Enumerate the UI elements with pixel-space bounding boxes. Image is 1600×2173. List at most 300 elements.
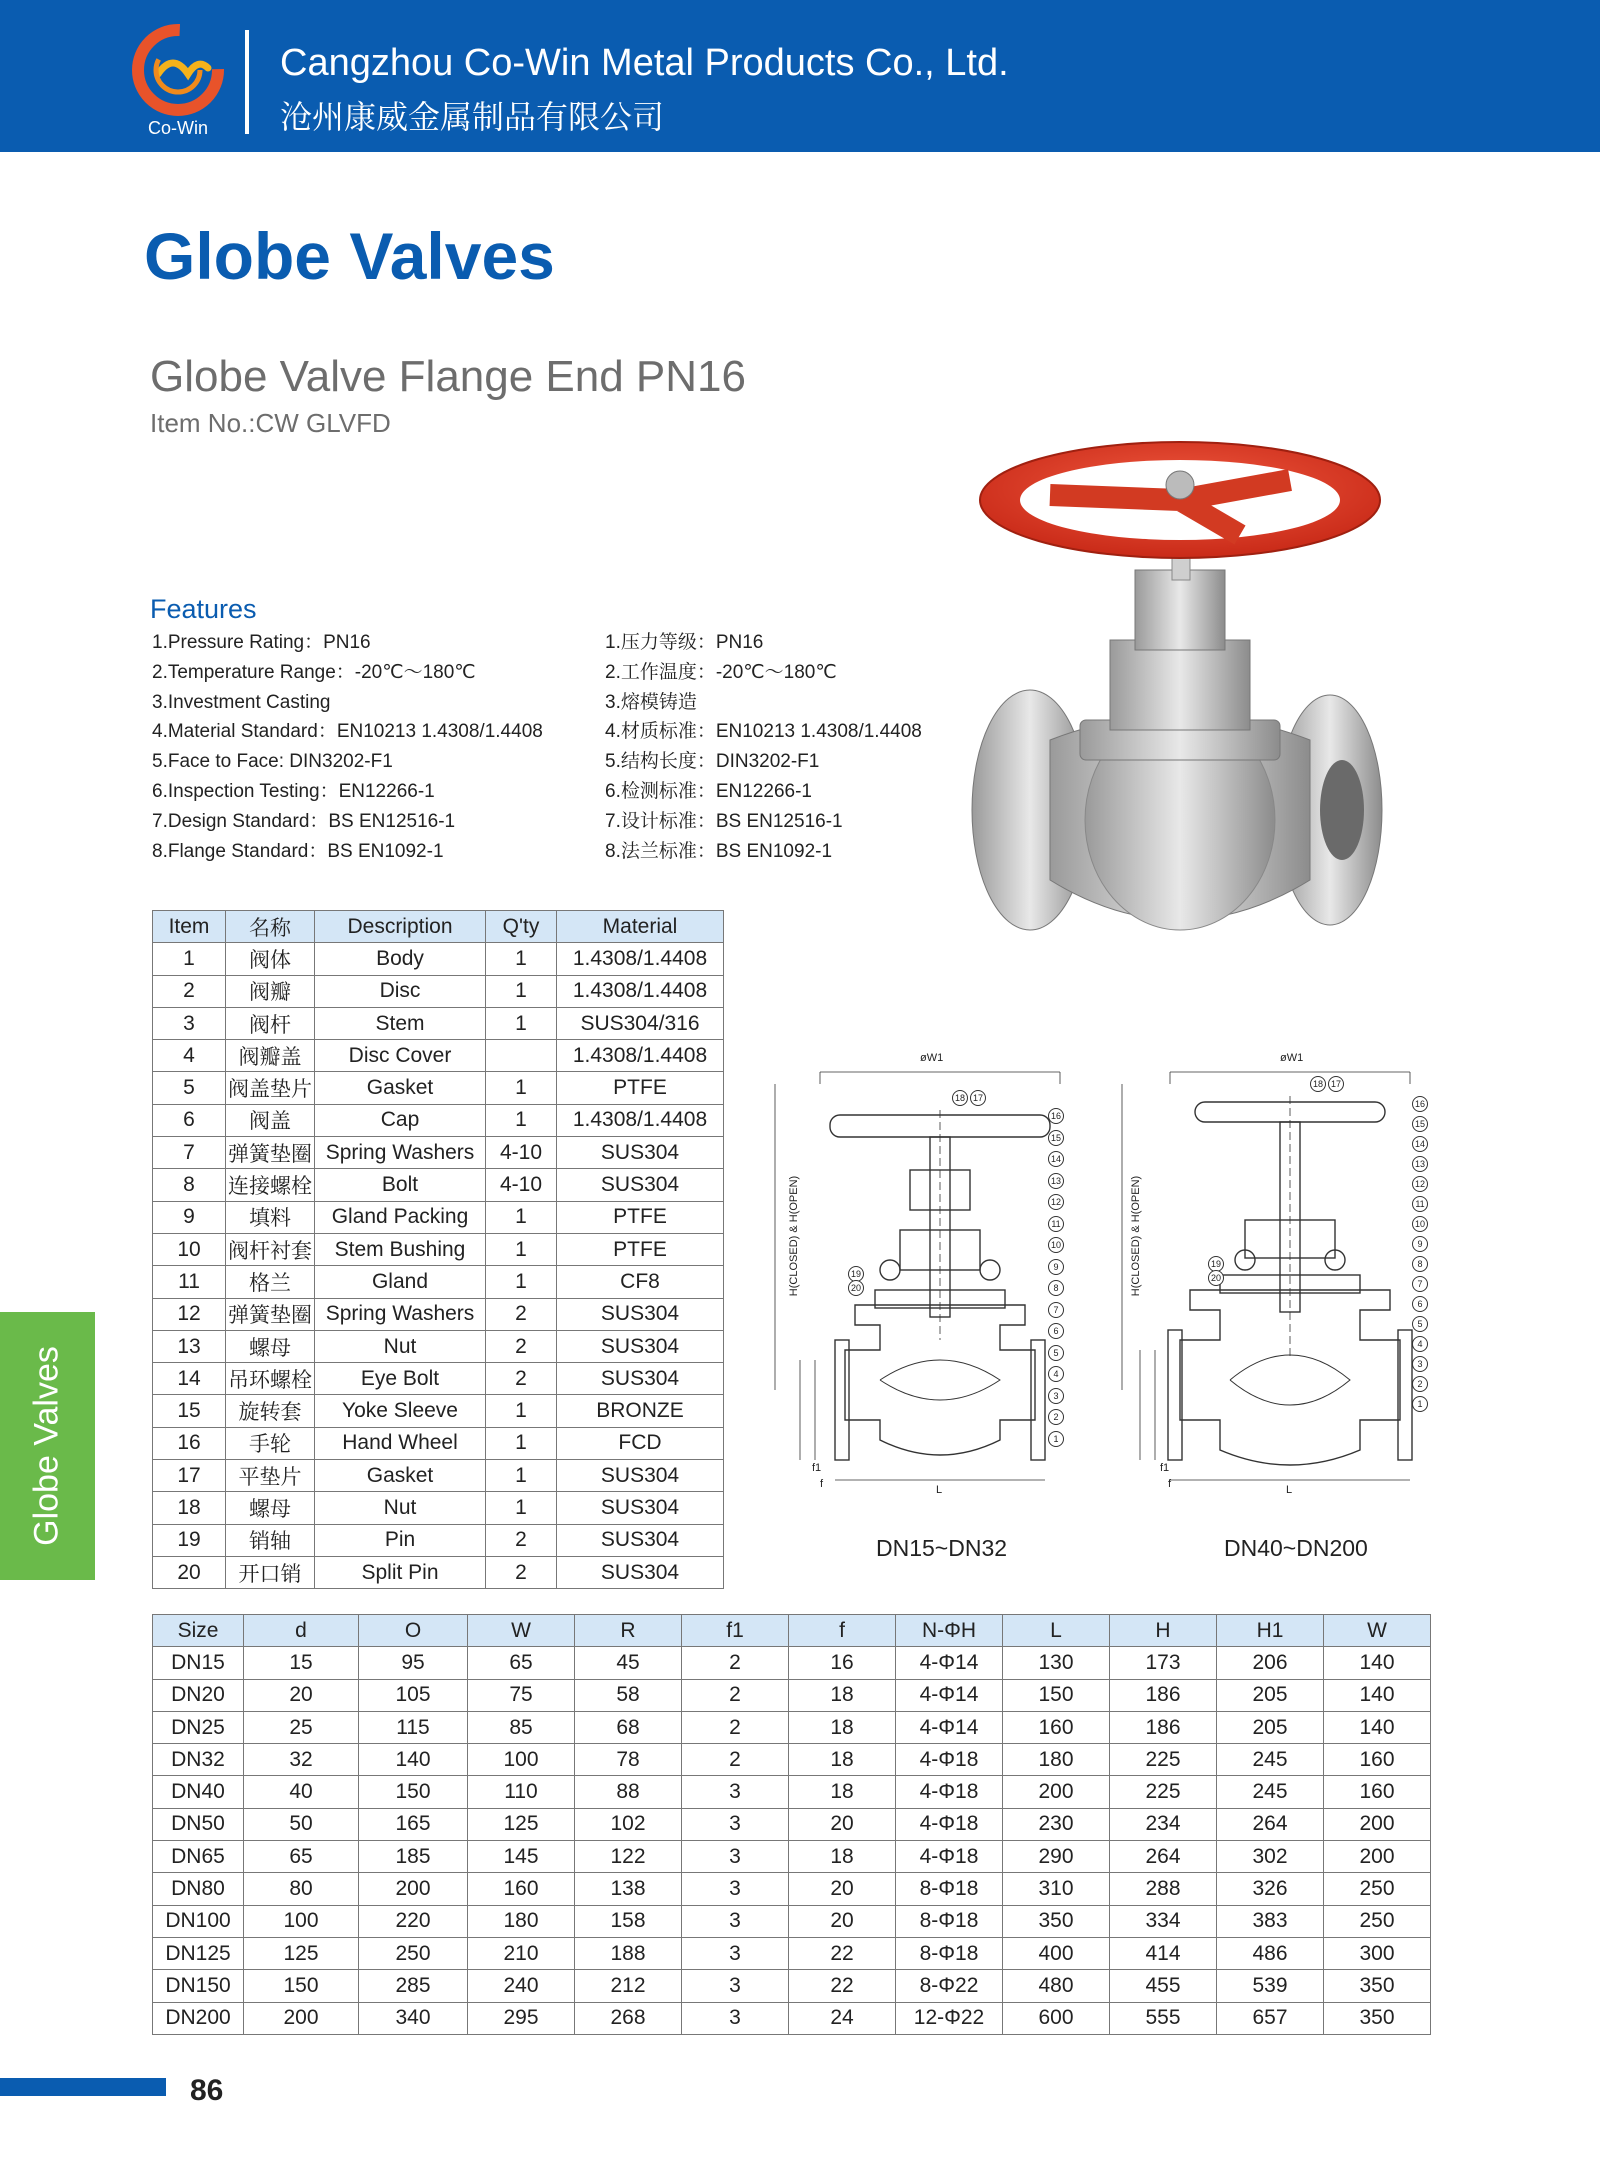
- table-cell: 阀瓣盖: [226, 1040, 315, 1072]
- table-row: [153, 1363, 724, 1395]
- col-header: W: [1324, 1615, 1431, 1647]
- col-header: f: [789, 1615, 896, 1647]
- callout-number: 5: [1412, 1316, 1428, 1332]
- dim-f-label: f: [820, 1478, 824, 1490]
- feature-item: 3.Investment Casting: [152, 691, 331, 713]
- table-row: [153, 1266, 724, 1298]
- dim-f1-label: f1: [1160, 1462, 1170, 1474]
- table-row: [153, 1808, 1431, 1840]
- table-cell: 阀体: [226, 943, 315, 975]
- table-cell: 阀杆衬套: [226, 1233, 315, 1265]
- globe-valve-photo: [960, 440, 1410, 1000]
- table-cell: 2: [153, 975, 226, 1007]
- table-cell: 186: [1110, 1711, 1217, 1743]
- size-table: [152, 1614, 1431, 2035]
- table-cell: Bolt: [315, 1169, 486, 1201]
- table-cell: 2: [682, 1744, 789, 1776]
- table-cell: 150: [1003, 1679, 1110, 1711]
- table-row: [153, 975, 724, 1007]
- table-cell: 180: [468, 1905, 575, 1937]
- table-row: [153, 1201, 724, 1233]
- table-cell: PTFE: [557, 1201, 724, 1233]
- col-header: 名称: [226, 911, 315, 943]
- table-cell: 3: [153, 1007, 226, 1039]
- table-cell: 340: [359, 2002, 468, 2034]
- table-cell: 4-10: [486, 1169, 557, 1201]
- col-header: Description: [315, 911, 486, 943]
- table-cell: 1: [486, 1460, 557, 1492]
- table-cell: 8-Φ18: [896, 1937, 1003, 1969]
- table-cell: 1: [486, 943, 557, 975]
- table-cell: DN20: [153, 1679, 244, 1711]
- table-cell: 264: [1110, 1841, 1217, 1873]
- table-cell: 4-Φ18: [896, 1776, 1003, 1808]
- feature-item-cn: 2.工作温度：-20℃～180℃: [605, 661, 837, 683]
- table-cell: 88: [575, 1776, 682, 1808]
- table-cell: 173: [1110, 1647, 1217, 1679]
- table-cell: 290: [1003, 1841, 1110, 1873]
- table-cell: 115: [359, 1711, 468, 1743]
- col-header: f1: [682, 1615, 789, 1647]
- table-cell: DN40: [153, 1776, 244, 1808]
- callout-number: 14: [1048, 1151, 1064, 1167]
- table-cell: 8: [153, 1169, 226, 1201]
- table-cell: SUS304: [557, 1556, 724, 1588]
- table-cell: 19: [153, 1524, 226, 1556]
- table-row: [153, 2002, 1431, 2034]
- table-cell: 250: [1324, 1873, 1431, 1905]
- table-row: [153, 1460, 724, 1492]
- table-row: [153, 1492, 724, 1524]
- table-cell: 1.4308/1.4408: [557, 943, 724, 975]
- table-row: [153, 1744, 1431, 1776]
- features-list-cn: [605, 628, 922, 866]
- table-cell: 4-Φ18: [896, 1841, 1003, 1873]
- table-cell: 78: [575, 1744, 682, 1776]
- callout-number: 5: [1048, 1345, 1064, 1361]
- callout-number: 1: [1048, 1431, 1064, 1447]
- table-cell: 11: [153, 1266, 226, 1298]
- table-cell: 32: [244, 1744, 359, 1776]
- table-cell: 264: [1217, 1808, 1324, 1840]
- table-cell: Gasket: [315, 1072, 486, 1104]
- table-cell: Cap: [315, 1104, 486, 1136]
- table-cell: 20: [789, 1808, 896, 1840]
- table-cell: Stem Bushing: [315, 1233, 486, 1265]
- table-cell: 225: [1110, 1744, 1217, 1776]
- table-cell: 3: [682, 1808, 789, 1840]
- callout-number: 6: [1412, 1296, 1428, 1312]
- table-cell: Body: [315, 943, 486, 975]
- table-cell: 68: [575, 1711, 682, 1743]
- table-row: [153, 1072, 724, 1104]
- callout-number: 9: [1412, 1236, 1428, 1252]
- callout-number: 17: [970, 1090, 986, 1106]
- table-cell: 3: [682, 2002, 789, 2034]
- table-cell: 填料: [226, 1201, 315, 1233]
- table-cell: 600: [1003, 2002, 1110, 2034]
- table-cell: DN125: [153, 1937, 244, 1969]
- col-header: W: [468, 1615, 575, 1647]
- table-cell: 102: [575, 1808, 682, 1840]
- table-cell: FCD: [557, 1427, 724, 1459]
- table-cell: 手轮: [226, 1427, 315, 1459]
- callout-number: 15: [1412, 1116, 1428, 1132]
- table-cell: 18: [153, 1492, 226, 1524]
- callout-number: 12: [1048, 1194, 1064, 1210]
- table-cell: 16: [789, 1647, 896, 1679]
- table-cell: 240: [468, 1970, 575, 2002]
- table-cell: Disc: [315, 975, 486, 1007]
- dim-h-label: H(CLOSED) & H(OPEN): [1130, 1175, 1143, 1297]
- col-header: d: [244, 1615, 359, 1647]
- table-cell: 110: [468, 1776, 575, 1808]
- table-cell: 220: [359, 1905, 468, 1937]
- table-cell: SUS304: [557, 1363, 724, 1395]
- callout-number: 13: [1412, 1156, 1428, 1172]
- item-number: Item No.:CW GLVFD: [150, 408, 391, 438]
- table-cell: CF8: [557, 1266, 724, 1298]
- col-header: O: [359, 1615, 468, 1647]
- callout-number: 12: [1412, 1176, 1428, 1192]
- table-cell: 1: [486, 1427, 557, 1459]
- table-cell: Pin: [315, 1524, 486, 1556]
- table-cell: 1: [486, 1266, 557, 1298]
- feature-item-cn: 5.结构长度：DIN3202-F1: [605, 751, 820, 773]
- table-row: [153, 1233, 724, 1265]
- table-cell: 138: [575, 1873, 682, 1905]
- table-cell: 3: [682, 1873, 789, 1905]
- feature-item: 2.Temperature Range：-20℃～180℃: [152, 661, 476, 683]
- table-row: [153, 1007, 724, 1039]
- table-cell: 65: [244, 1841, 359, 1873]
- col-header: L: [1003, 1615, 1110, 1647]
- table-row: [153, 1137, 724, 1169]
- callout-number: 18: [1310, 1076, 1326, 1092]
- table-cell: 200: [244, 2002, 359, 2034]
- table-cell: 4-Φ18: [896, 1808, 1003, 1840]
- table-cell: DN200: [153, 2002, 244, 2034]
- size-header-row: [153, 1615, 1431, 1647]
- table-cell: 20: [244, 1679, 359, 1711]
- table-cell: SUS304: [557, 1524, 724, 1556]
- feature-item-cn: 7.设计标准：BS EN12516-1: [605, 810, 843, 832]
- table-cell: PTFE: [557, 1072, 724, 1104]
- col-header: R: [575, 1615, 682, 1647]
- callout-number: 11: [1412, 1196, 1428, 1212]
- table-cell: 18: [789, 1776, 896, 1808]
- table-cell: 80: [244, 1873, 359, 1905]
- table-row: [153, 1169, 724, 1201]
- table-cell: 185: [359, 1841, 468, 1873]
- table-cell: 吊环螺栓: [226, 1363, 315, 1395]
- table-row: [153, 1104, 724, 1136]
- dim-f-label: f: [1168, 1478, 1172, 1490]
- table-cell: 85: [468, 1711, 575, 1743]
- callout-number: 2: [1412, 1376, 1428, 1392]
- table-cell: 295: [468, 2002, 575, 2034]
- feature-item-cn: 4.材质标准：EN10213 1.4308/1.4408: [605, 721, 922, 743]
- table-cell: 205: [1217, 1679, 1324, 1711]
- table-cell: 210: [468, 1937, 575, 1969]
- table-cell: 3: [682, 1970, 789, 2002]
- table-cell: 140: [1324, 1711, 1431, 1743]
- table-cell: 486: [1217, 1937, 1324, 1969]
- table-cell: 225: [1110, 1776, 1217, 1808]
- callout-number: 7: [1412, 1276, 1428, 1292]
- page-header: [0, 0, 1600, 152]
- table-cell: 100: [244, 1905, 359, 1937]
- company-name-cn: 沧州康威金属制品有限公司: [280, 99, 665, 135]
- features-list-en: [152, 628, 543, 866]
- callout-number: 18: [952, 1090, 968, 1106]
- callout-number: 8: [1412, 1256, 1428, 1272]
- table-cell: 1.4308/1.4408: [557, 975, 724, 1007]
- table-cell: 75: [468, 1679, 575, 1711]
- table-cell: 160: [1324, 1776, 1431, 1808]
- callout-number: 2: [1048, 1409, 1064, 1425]
- table-cell: 200: [1003, 1776, 1110, 1808]
- table-cell: 螺母: [226, 1492, 315, 1524]
- table-cell: 2: [682, 1711, 789, 1743]
- product-title: Globe Valve Flange End PN16: [150, 352, 746, 401]
- table-row: [153, 1679, 1431, 1711]
- table-cell: 310: [1003, 1873, 1110, 1905]
- table-cell: Gland Packing: [315, 1201, 486, 1233]
- callout-number: 16: [1412, 1096, 1428, 1112]
- page-number: 86: [190, 2074, 224, 2107]
- side-section-tab: [0, 1312, 95, 1580]
- table-cell: 160: [1324, 1744, 1431, 1776]
- table-cell: 400: [1003, 1937, 1110, 1969]
- table-cell: Nut: [315, 1492, 486, 1524]
- table-cell: 250: [1324, 1905, 1431, 1937]
- table-cell: 阀杆: [226, 1007, 315, 1039]
- table-cell: 50: [244, 1808, 359, 1840]
- table-cell: 6: [153, 1104, 226, 1136]
- table-cell: 122: [575, 1841, 682, 1873]
- table-cell: 4-10: [486, 1137, 557, 1169]
- table-cell: 1: [486, 975, 557, 1007]
- table-cell: 1: [486, 1395, 557, 1427]
- table-cell: 230: [1003, 1808, 1110, 1840]
- feature-item: 5.Face to Face: DIN3202-F1: [152, 751, 393, 773]
- dim-l-label: L: [936, 1484, 943, 1496]
- table-cell: 302: [1217, 1841, 1324, 1873]
- table-cell: SUS304: [557, 1330, 724, 1362]
- table-cell: Disc Cover: [315, 1040, 486, 1072]
- table-cell: 阀盖垫片: [226, 1072, 315, 1104]
- table-row: [153, 1040, 724, 1072]
- table-cell: 180: [1003, 1744, 1110, 1776]
- table-cell: 205: [1217, 1711, 1324, 1743]
- feature-item-cn: 6.检测标准：EN12266-1: [605, 780, 812, 802]
- table-cell: Nut: [315, 1330, 486, 1362]
- col-header: Material: [557, 911, 724, 943]
- table-cell: 16: [153, 1427, 226, 1459]
- table-cell: 17: [153, 1460, 226, 1492]
- table-cell: 1: [486, 1201, 557, 1233]
- table-cell: 160: [468, 1873, 575, 1905]
- table-cell: 8-Φ22: [896, 1970, 1003, 2002]
- table-row: [153, 1395, 724, 1427]
- table-cell: Eye Bolt: [315, 1363, 486, 1395]
- table-cell: 140: [1324, 1647, 1431, 1679]
- callout-number: 8: [1048, 1280, 1064, 1296]
- table-cell: 414: [1110, 1937, 1217, 1969]
- table-cell: [486, 1040, 557, 1072]
- callout-number: 10: [1048, 1237, 1064, 1253]
- table-row: [153, 1841, 1431, 1873]
- callout-number: 10: [1412, 1216, 1428, 1232]
- callout-number: 16: [1048, 1108, 1064, 1124]
- table-cell: 18: [789, 1711, 896, 1743]
- callout-number: 1: [1412, 1396, 1428, 1412]
- table-cell: 开口销: [226, 1556, 315, 1588]
- table-cell: 2: [486, 1556, 557, 1588]
- table-cell: 186: [1110, 1679, 1217, 1711]
- callout-number: 4: [1048, 1366, 1064, 1382]
- drawing-dn40-dn200: [1110, 1052, 1450, 1500]
- table-cell: 125: [244, 1937, 359, 1969]
- table-cell: SUS304: [557, 1492, 724, 1524]
- table-cell: 2: [486, 1298, 557, 1330]
- table-cell: 1: [486, 1492, 557, 1524]
- table-cell: 18: [789, 1841, 896, 1873]
- table-cell: 245: [1217, 1744, 1324, 1776]
- table-cell: 22: [789, 1970, 896, 2002]
- table-cell: Stem: [315, 1007, 486, 1039]
- table-cell: 1: [486, 1233, 557, 1265]
- table-cell: PTFE: [557, 1233, 724, 1265]
- table-cell: 200: [1324, 1808, 1431, 1840]
- table-cell: 158: [575, 1905, 682, 1937]
- table-cell: 2: [682, 1679, 789, 1711]
- table-cell: 2: [682, 1647, 789, 1679]
- table-cell: 24: [789, 2002, 896, 2034]
- table-cell: 1: [486, 1007, 557, 1039]
- table-row: [153, 1647, 1431, 1679]
- table-cell: 13: [153, 1330, 226, 1362]
- callout-number: 6: [1048, 1323, 1064, 1339]
- callout-number: 13: [1048, 1173, 1064, 1189]
- table-cell: 140: [1324, 1679, 1431, 1711]
- table-cell: 1.4308/1.4408: [557, 1040, 724, 1072]
- feature-item: 7.Design Standard：BS EN12516-1: [152, 810, 456, 832]
- feature-item: 6.Inspection Testing：EN12266-1: [152, 780, 435, 802]
- table-row: [153, 1937, 1431, 1969]
- callout-number: 19: [848, 1266, 864, 1282]
- table-cell: 188: [575, 1937, 682, 1969]
- table-cell: 18: [789, 1679, 896, 1711]
- dim-w1-label: øW1: [920, 1052, 944, 1064]
- table-cell: 140: [359, 1744, 468, 1776]
- table-cell: 65: [468, 1647, 575, 1679]
- table-cell: DN50: [153, 1808, 244, 1840]
- table-cell: 250: [359, 1937, 468, 1969]
- table-cell: 45: [575, 1647, 682, 1679]
- drawing-label-left: DN15~DN32: [876, 1535, 1008, 1561]
- table-cell: Spring Washers: [315, 1298, 486, 1330]
- table-cell: 200: [359, 1873, 468, 1905]
- table-cell: 125: [468, 1808, 575, 1840]
- table-cell: 539: [1217, 1970, 1324, 2002]
- table-cell: 100: [468, 1744, 575, 1776]
- table-cell: Hand Wheel: [315, 1427, 486, 1459]
- company-name-en: Cangzhou Co-Win Metal Products Co., Ltd.: [280, 42, 1009, 84]
- table-cell: 1: [153, 943, 226, 975]
- dim-f1-label: f1: [812, 1462, 822, 1474]
- table-cell: 20: [153, 1556, 226, 1588]
- table-cell: 383: [1217, 1905, 1324, 1937]
- table-cell: 弹簧垫圈: [226, 1298, 315, 1330]
- table-cell: 14: [153, 1363, 226, 1395]
- table-cell: SUS304: [557, 1169, 724, 1201]
- callout-number: 20: [1208, 1270, 1224, 1286]
- feature-item: 1.Pressure Rating：PN16: [152, 632, 371, 653]
- table-cell: 15: [244, 1647, 359, 1679]
- table-cell: Spring Washers: [315, 1137, 486, 1169]
- table-cell: 4: [153, 1040, 226, 1072]
- table-cell: 3: [682, 1841, 789, 1873]
- table-cell: 555: [1110, 2002, 1217, 2034]
- table-cell: 2: [486, 1524, 557, 1556]
- table-cell: 弹簧垫圈: [226, 1137, 315, 1169]
- company-logo: [128, 22, 228, 142]
- table-row: [153, 1524, 724, 1556]
- callout-number: 4: [1412, 1336, 1428, 1352]
- col-header: H: [1110, 1615, 1217, 1647]
- callout-number: 7: [1048, 1302, 1064, 1318]
- table-cell: 2: [486, 1330, 557, 1362]
- table-cell: 9: [153, 1201, 226, 1233]
- table-cell: DN80: [153, 1873, 244, 1905]
- table-cell: DN32: [153, 1744, 244, 1776]
- table-cell: 268: [575, 2002, 682, 2034]
- table-cell: 螺母: [226, 1330, 315, 1362]
- table-cell: 145: [468, 1841, 575, 1873]
- table-cell: 20: [789, 1873, 896, 1905]
- table-row: [153, 1330, 724, 1362]
- table-cell: 245: [1217, 1776, 1324, 1808]
- col-header: N-ΦH: [896, 1615, 1003, 1647]
- table-cell: BRONZE: [557, 1395, 724, 1427]
- table-cell: 22: [789, 1937, 896, 1969]
- table-cell: 8-Φ18: [896, 1873, 1003, 1905]
- table-cell: 8-Φ18: [896, 1905, 1003, 1937]
- table-cell: 15: [153, 1395, 226, 1427]
- table-row: [153, 1970, 1431, 2002]
- table-cell: 连接螺栓: [226, 1169, 315, 1201]
- table-cell: 455: [1110, 1970, 1217, 2002]
- callout-number: 15: [1048, 1130, 1064, 1146]
- table-cell: 285: [359, 1970, 468, 2002]
- table-row: [153, 1776, 1431, 1808]
- table-cell: 480: [1003, 1970, 1110, 2002]
- feature-item: 8.Flange Standard：BS EN1092-1: [152, 840, 444, 862]
- table-cell: DN100: [153, 1905, 244, 1937]
- table-cell: SUS304: [557, 1137, 724, 1169]
- table-cell: Split Pin: [315, 1556, 486, 1588]
- table-cell: 格兰: [226, 1266, 315, 1298]
- table-cell: 1: [486, 1104, 557, 1136]
- feature-item: 4.Material Standard：EN10213 1.4308/1.4408: [152, 721, 543, 743]
- table-cell: Gland: [315, 1266, 486, 1298]
- table-cell: 95: [359, 1647, 468, 1679]
- callout-number: 11: [1048, 1216, 1064, 1232]
- table-cell: 200: [1324, 1841, 1431, 1873]
- table-row: [153, 1905, 1431, 1937]
